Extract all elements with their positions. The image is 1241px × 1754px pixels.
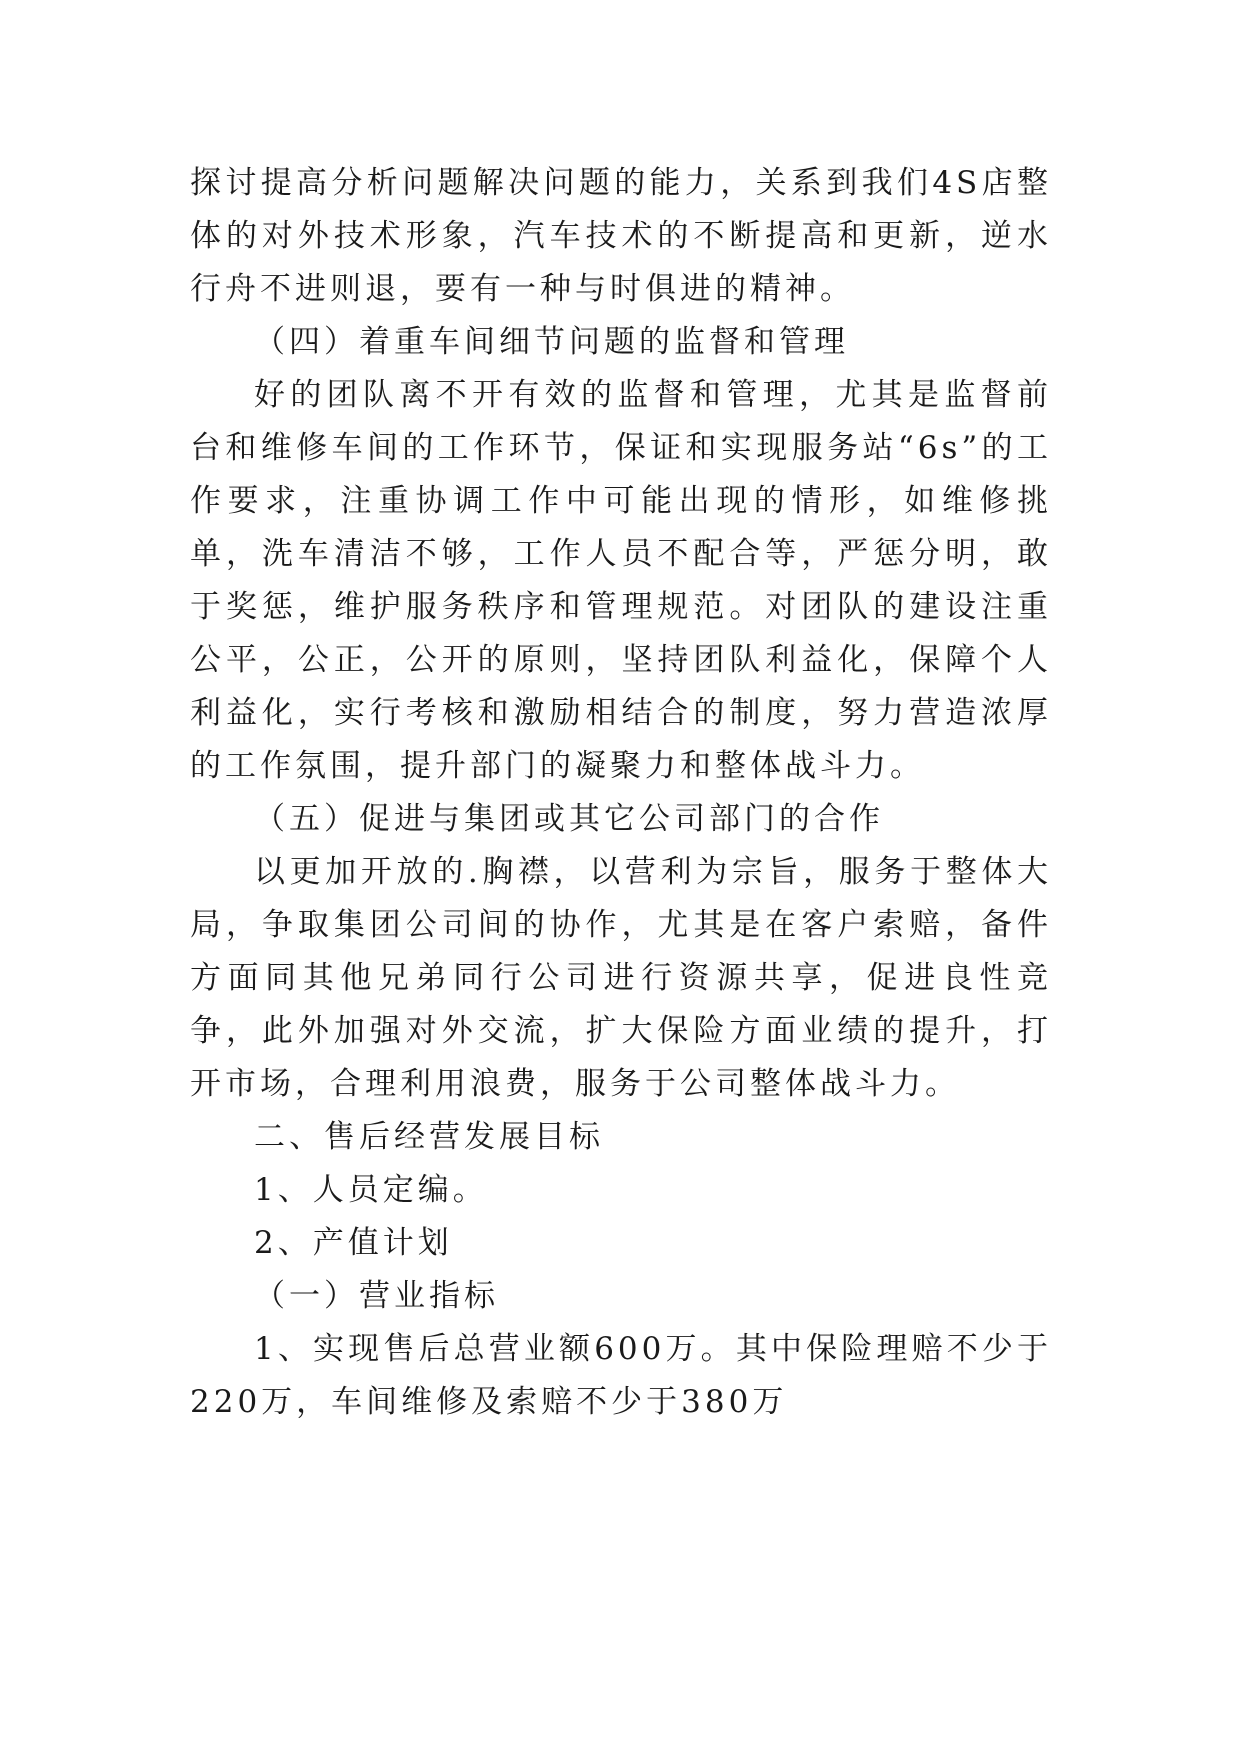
document-body xyxy=(190,157,1052,1429)
section-heading: （四）着重车间细节问题的监督和管理 xyxy=(254,324,849,360)
section-heading: 二、售后经营发展目标 xyxy=(254,1119,604,1155)
body-paragraph: 以更加开放的.胸襟，以营利为宗旨，服务于整体大局，争取集团公司间的协作，尤其是在客户索赔，备件方面同其他兄弟同行公司进行资源共享，促进良性竞争，此外加强对外交流，扩大保险方面业绩的提升，打开市场，合理利用浪费，服务于公司整体战斗力。 xyxy=(190,854,1052,1102)
list-item: 1、人员定编。 xyxy=(254,1172,488,1208)
list-item: 2、产值计划 xyxy=(254,1225,453,1261)
section-heading: （一）营业指标 xyxy=(254,1278,499,1314)
section-heading: （五）促进与集团或其它公司部门的合作 xyxy=(254,801,884,837)
body-paragraph: 好的团队离不开有效的监督和管理，尤其是监督前台和维修车间的工作环节，保证和实现服务站“6s”的工作要求，注重协调工作中可能出现的情形，如维修挑单，洗车清洁不够，工作人员不配合等，严惩分明，敢于奖惩，维护服务秩序和管理规范。对团队的建设注重公平，公正，公开的原则，坚持团队利益化，保障个人利益化，实行考核和激励相结合的制度，努力营造浓厚的工作氛围，提升部门的凝聚力和整体战斗力。 xyxy=(190,377,1052,784)
body-paragraph: 1、实现售后总营业额600万。其中保险理赔不少于220万，车间维修及索赔不少于380万 xyxy=(190,1331,1052,1420)
body-paragraph: 探讨提高分析问题解决问题的能力，关系到我们4S店整体的对外技术形象，汽车技术的不断提高和更新，逆水行舟不进则退，要有一种与时俱进的精神。 xyxy=(190,165,1052,307)
